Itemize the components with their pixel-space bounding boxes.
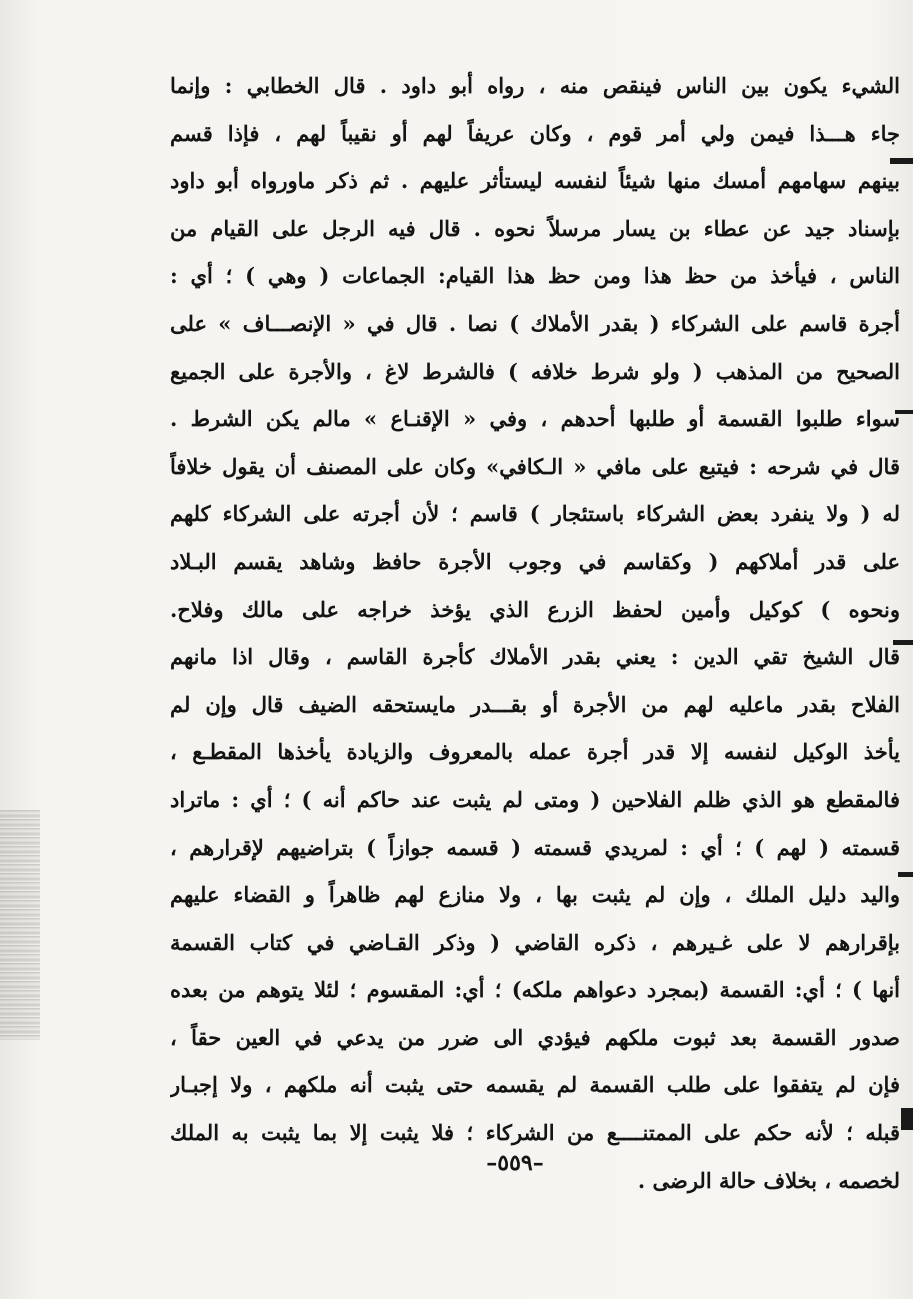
text-line: الصحيح من المذهب ( ولو شرط خلافه ) فالشرط لاغ ، والأجرة على الجميع — [170, 358, 900, 384]
text-line: بينهم سهامهم أمسك منها شيئاً لنفسه ليستأثر عليهم . ثم ذكر ماورواه أبو داود — [170, 168, 900, 194]
text-line: قال الشيخ تقي الدين : يعني بقدر الأملاك كأجرة القاسم ، وقال اذا مانهم — [170, 644, 900, 670]
text-line: لخصمه ، بخلاف حالة الرضى . — [637, 1167, 900, 1193]
text-line: جاء هـــذا فيمن ولي أمر قوم ، وكان عريفاً لهم أو نقيباً لهم ، فإذا قسم — [170, 120, 900, 146]
text-line: قسمته ( لهم ) ؛ أي : لمريدي قسمته ( قسمه جوازاً ) بتراضيهم لإقرارهم ، — [170, 834, 900, 860]
margin-mark — [901, 1108, 913, 1130]
text-line: بإقرارهم لا على غـيرهم ، ذكره القاضي ( وذكر القـاضي في كتاب القسمة — [170, 929, 900, 955]
scan-edge-artifact — [0, 810, 40, 1040]
text-line: الشيء يكون بين الناس فينقص منه ، رواه أبو داود . قال الخطابي : وإنما — [170, 73, 900, 98]
text-line: بإسناد جيد عن عطاء بن يسار مرسلاً نحوه . قال فيه الرجل على القيام من — [170, 215, 900, 241]
body-text — [170, 62, 900, 1204]
text-line: فالمقطع هو الذي ظلم الفلاحين ( ومتى لم يثبت عند حاكم أنه ) ؛ أي : ماتراد — [170, 786, 900, 812]
text-line: فإن لم يتفقوا على طلب القسمة لم يقسمه حتى يثبت أنه ملكهم ، ولا إجبـار — [170, 1072, 900, 1098]
text-line: على قدر أملاكهم ( وكقاسم في وجوب الأجرة حافظ وشاهد يقسم البـلاد — [170, 548, 900, 574]
text-line: واليد دليل الملك ، وإن لم يثبت بها ، ولا منازع لهم ظاهراً و القضاء عليهم — [170, 882, 900, 908]
text-line: أجرة قاسم على الشركاء ( بقدر الأملاك ) نصا . قال في « الإنصـــاف » على — [170, 310, 900, 336]
text-line: قال في شرحه : فيتبع على مافي « الـكافي» وكان على المصنف أن يقول خلافاً — [170, 453, 900, 479]
text-line: سواء طلبوا القسمة أو طلبها أحدهم ، وفي « الإقنـاع » مالم يكن الشرط . — [170, 406, 900, 432]
text-line: الفلاح بقدر ماعليه لهم من الأجرة أو بقـــدر مايستحقه الضيف قال وإن لم — [170, 691, 900, 717]
page-number: –٥٥٩– — [486, 1150, 544, 1176]
margin-mark — [898, 872, 913, 877]
text-line: له ( ولا ينفرد بعض الشركاء باستئجار ) قاسم ؛ لأن أجرته على الشركاء كلهم — [170, 501, 900, 527]
text-line: ونحوه ) كوكيل وأمين لحفظ الزرع الذي يؤخذ خراجه على مالك وفلاح. — [170, 596, 900, 622]
text-line: قبله ؛ لأنه حكم على الممتنــــع من الشركاء ؛ فلا يثبت إلا بما يثبت به الملك — [170, 1120, 900, 1146]
text-line: يأخذ الوكيل لنفسه إلا قدر أجرة عمله بالمعروف والزيادة يأخذها المقطـع ، — [170, 739, 900, 765]
text-line: أنها ) ؛ أي: القسمة (بمجرد دعواهم ملكه) ؛ أي: المقسوم ؛ لئلا يتوهم من بعده — [170, 977, 900, 1003]
text-line: صدور القسمة بعد ثبوت ملكهم فيؤدي الى ضرر من يدعي في العين حقاً ، — [170, 1024, 900, 1050]
text-line: الناس ، فيأخذ من حظ هذا ومن حظ هذا القيام: الجماعات ( وهي ) ؛ أي : — [170, 263, 900, 289]
